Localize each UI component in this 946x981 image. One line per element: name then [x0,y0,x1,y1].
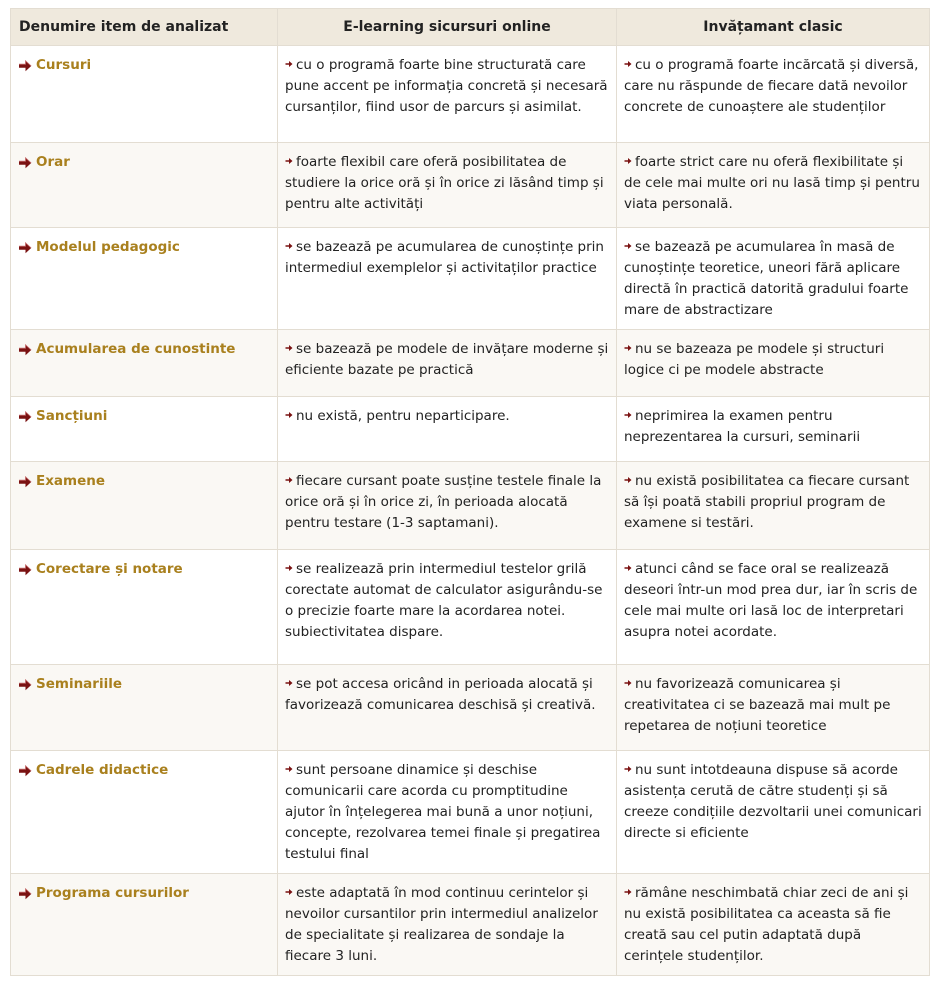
row-label [18,559,183,580]
row-label-cell [11,550,278,665]
clasic-text: nu se bazeaza pe modele și structuri logice ci pe modele abstracte [624,341,885,378]
small-arrow-right-icon [285,242,293,250]
clasic-text: rămâne neschimbată chiar zeci de ani și nu există posibilitatea ca aceasta să fie creată sau cel putin adaptată după cerințele studenților. [624,885,909,964]
clasic-cell [617,550,930,665]
clasic-text: nu există posibilitatea ca fiecare cursant să își poată stabili propriul program de examene si testări. [624,473,910,531]
row-label-cell [11,874,278,976]
row-label-text: Examene [36,473,106,489]
small-arrow-right-icon [285,765,293,773]
elearning-text: sunt persoane dinamice și deschise comunicarii care acorda cu promptitudine ajutor în înțelegerea mai bună a unor noțiuni, concepte, rezolvarea temei finale și pregatirea testului final [285,762,601,862]
table-row [11,874,930,976]
row-label-text: Acumularea de cunostinte [36,341,236,357]
row-label [18,883,189,904]
clasic-text: neprimirea la examen pentru neprezentarea la cursuri, seminarii [624,408,861,445]
small-arrow-right-icon [624,242,632,250]
arrow-right-icon [18,564,32,576]
small-arrow-right-icon [285,564,293,572]
elearning-cell [278,462,617,550]
elearning-cell [278,46,617,143]
table-row [11,228,930,330]
clasic-cell [617,874,930,976]
row-label [18,55,91,76]
elearning-cell [278,143,617,228]
row-label [18,674,122,695]
arrow-right-icon [18,60,32,72]
clasic-cell [617,665,930,751]
table-row [11,330,930,397]
row-label [18,760,168,781]
elearning-text: se bazează pe modele de invățare moderne și eficiente bazate pe practică [285,341,609,378]
row-label [18,237,180,258]
small-arrow-right-icon [285,157,293,165]
clasic-cell [617,330,930,397]
small-arrow-right-icon [285,411,293,419]
row-label-text: Seminariile [36,676,122,692]
header-item: Denumire item de analizat [11,9,278,46]
clasic-text: cu o programă foarte incărcată și diversă, care nu răspunde de fiecare dată nevoilor concrete de cunoaștere ale studenților [624,57,919,115]
elearning-cell [278,874,617,976]
elearning-text: se realizează prin intermediul testelor grilă corectate automat de calculator asigurându-se o precizie foarte mare la acordarea notei. subiectivitatea dispare. [285,561,603,640]
table-row [11,143,930,228]
row-label-cell [11,46,278,143]
small-arrow-right-icon [285,888,293,896]
table-row [11,462,930,550]
arrow-right-icon [18,679,32,691]
table-row [11,46,930,143]
table-header-row [11,9,930,46]
row-label-cell [11,462,278,550]
elearning-cell [278,665,617,751]
clasic-cell [617,46,930,143]
arrow-right-icon [18,476,32,488]
small-arrow-right-icon [624,765,632,773]
elearning-cell [278,228,617,330]
row-label-cell [11,665,278,751]
row-label-text: Cursuri [36,57,92,73]
small-arrow-right-icon [624,60,632,68]
row-label-cell [11,228,278,330]
elearning-cell [278,751,617,874]
clasic-cell [617,143,930,228]
elearning-text: nu există, pentru neparticipare. [296,408,510,424]
arrow-right-icon [18,765,32,777]
row-label-text: Sancțiuni [36,408,108,424]
elearning-cell [278,550,617,665]
elearning-text: foarte flexibil care oferă posibilitatea de studiere la orice oră și în orice zi lăsând timp și pentru alte activități [285,154,604,212]
row-label-cell [11,330,278,397]
small-arrow-right-icon [624,157,632,165]
elearning-text: cu o programă foarte bine structurată care pune accent pe informația concretă și necesară cursanților, fiind usor de parcurs și asimilat. [285,57,608,115]
small-arrow-right-icon [624,476,632,484]
clasic-text: foarte strict care nu oferă flexibilitate și de cele mai multe ori nu lasă timp și pentru viata personală. [624,154,920,212]
clasic-text: nu favorizează comunicarea și creativitatea ci se bazează mai mult pe repetarea de noțiuni teoretice [624,676,891,734]
row-label-text: Corectare și notare [36,561,183,577]
arrow-right-icon [18,242,32,254]
row-label [18,152,70,173]
elearning-text: fiecare cursant poate susține testele finale la orice oră și în orice zi, în perioada alocată pentru testare (1-3 saptamani). [285,473,602,531]
row-label-cell [11,751,278,874]
clasic-cell [617,462,930,550]
arrow-right-icon [18,411,32,423]
comparison-table [10,8,930,976]
clasic-text: atunci când se face oral se realizează deseori într-un mod prea dur, iar în scris de cele mai multe ori lasă loc de interpretari asupra notei acordate. [624,561,918,640]
small-arrow-right-icon [624,679,632,687]
row-label-text: Cadrele didactice [36,762,169,778]
clasic-text: se bazează pe acumularea în masă de cunoștințe teoretice, uneori fără aplicare directă în practică datorită gradului foarte mare de abstractizare [624,239,909,318]
arrow-right-icon [18,157,32,169]
small-arrow-right-icon [624,888,632,896]
small-arrow-right-icon [624,564,632,572]
clasic-cell [617,397,930,462]
row-label [18,471,105,492]
row-label-cell [11,143,278,228]
table-row [11,550,930,665]
small-arrow-right-icon [285,476,293,484]
table-row [11,751,930,874]
arrow-right-icon [18,888,32,900]
small-arrow-right-icon [624,411,632,419]
elearning-text: se pot accesa oricând in perioada alocată și favorizează comunicarea deschisă și creativă. [285,676,596,713]
small-arrow-right-icon [285,60,293,68]
row-label-cell [11,397,278,462]
header-clasic: Invățamant clasic [617,9,930,46]
elearning-cell [278,330,617,397]
elearning-cell [278,397,617,462]
arrow-right-icon [18,344,32,356]
table-row [11,397,930,462]
row-label [18,339,235,360]
small-arrow-right-icon [285,679,293,687]
clasic-text: nu sunt intotdeauna dispuse să acorde asistența cerută de către studenți și să creeze condițiile dezvoltarii unei comunicari directe si eficiente [624,762,922,841]
elearning-text: este adaptată în mod continuu cerintelor și nevoilor cursantilor prin intermediul analizelor de specialitate și realizarea de sondaje la fiecare 3 luni. [285,885,598,964]
row-label-text: Programa cursurilor [36,885,189,901]
elearning-text: se bazează pe acumularea de cunoștințe prin intermediul exemplelor și activitaților practice [285,239,604,276]
table-row [11,665,930,751]
row-label-text: Modelul pedagogic [36,239,180,255]
clasic-cell [617,228,930,330]
row-label [18,406,107,427]
row-label-text: Orar [36,154,70,170]
small-arrow-right-icon [285,344,293,352]
clasic-cell [617,751,930,874]
header-elearning: E-learning sicursuri online [278,9,617,46]
small-arrow-right-icon [624,344,632,352]
